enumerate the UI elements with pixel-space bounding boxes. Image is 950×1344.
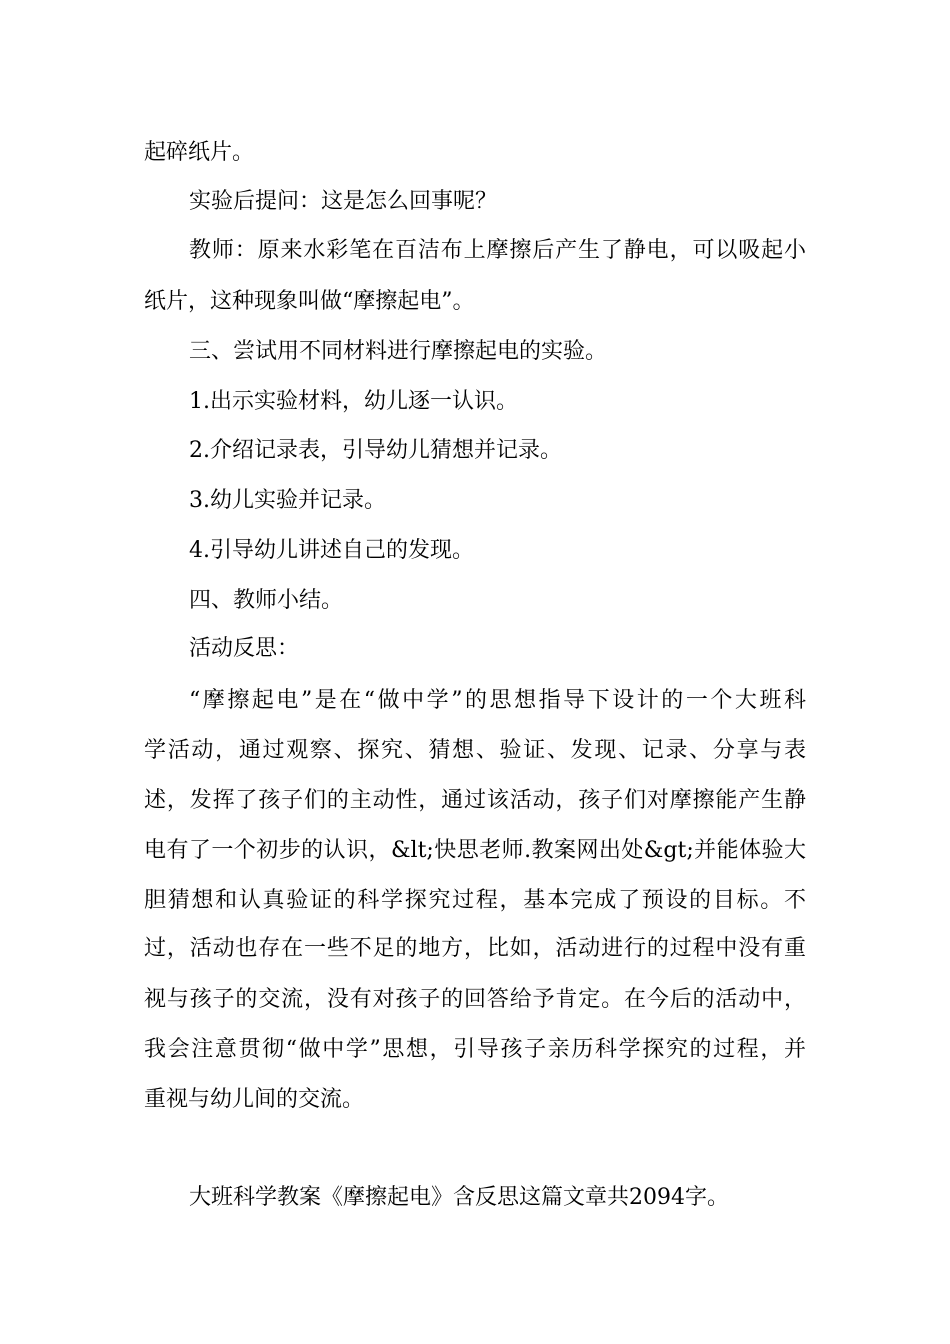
text-line: 活动反思：	[189, 636, 300, 661]
text-line: 1.出示实验材料，幼儿逐一认识。	[189, 389, 518, 414]
text-line: 三、尝试用不同材料进行摩擦起电的实验。	[189, 339, 608, 364]
text-line: 起碎纸片。	[144, 140, 255, 165]
text-line: 我会注意贯彻“做中学”思想，引导孩子亲历科学探究的过程，并	[144, 1037, 806, 1062]
text-line: 纸片，这种现象叫做“摩擦起电”。	[144, 289, 475, 314]
text-line: “摩擦起电”是在“做中学”的思想指导下设计的一个大班科	[189, 688, 806, 713]
text-line: 重视与幼儿间的交流。	[144, 1087, 365, 1112]
text-line: 学活动，通过观察、探究、猜想、验证、发现、记录、分享与表	[144, 738, 806, 763]
text-line: 视与孩子的交流，没有对孩子的回答给予肯定。在今后的活动中，	[144, 987, 806, 1012]
document-footer: 大班科学教案《摩擦起电》含反思这篇文章共2094字。	[189, 1185, 729, 1210]
text-line: 教师：原来水彩笔在百洁布上摩擦后产生了静电，可以吸起小	[189, 238, 806, 263]
text-line: 实验后提问：这是怎么回事呢？	[189, 189, 498, 214]
text-line: 胆猜想和认真验证的科学探究过程，基本完成了预设的目标。不	[144, 888, 806, 913]
text-line: 电有了一个初步的认识，&lt;快思老师.教案网出处&gt;并能体验大	[144, 838, 806, 863]
text-line: 4.引导幼儿讲述自己的发现。	[189, 538, 474, 563]
text-line: 述，发挥了孩子们的主动性，通过该活动，孩子们对摩擦能产生静	[144, 788, 806, 813]
text-line: 过，活动也存在一些不足的地方，比如，活动进行的过程中没有重	[144, 936, 806, 961]
text-line: 四、教师小结。	[189, 588, 344, 613]
text-line: 3.幼儿实验并记录。	[189, 488, 386, 513]
text-line: 2.介绍记录表，引导幼儿猜想并记录。	[189, 438, 562, 463]
